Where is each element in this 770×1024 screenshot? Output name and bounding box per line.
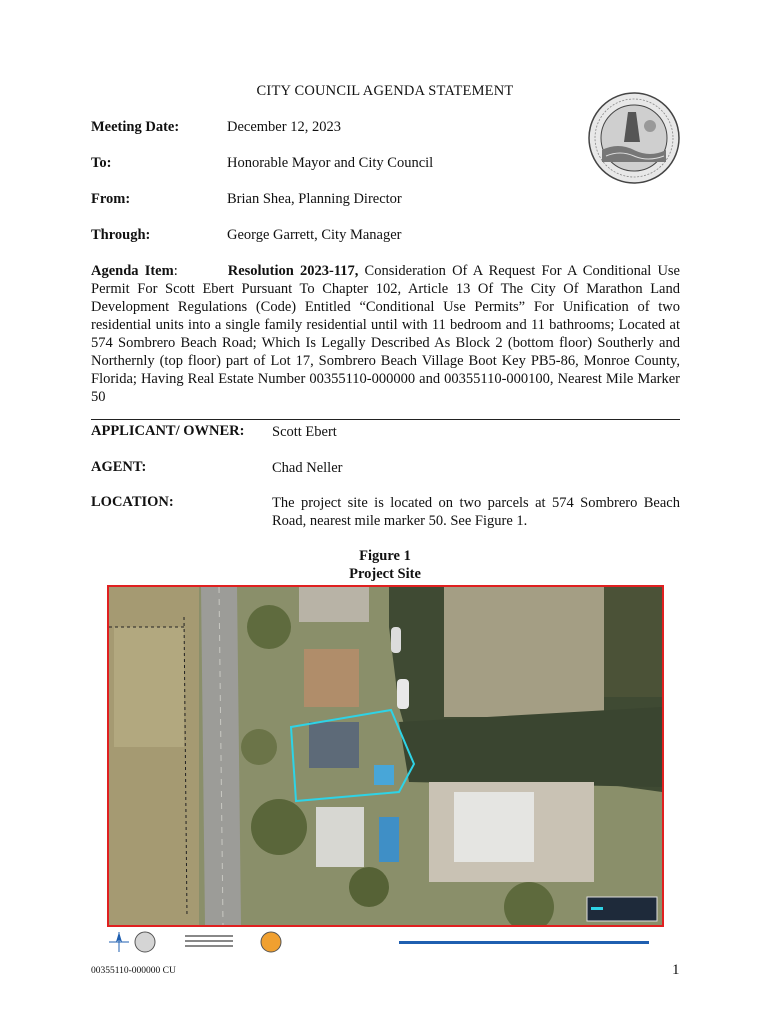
applicant-label: APPLICANT/ OWNER: (91, 423, 245, 439)
to-value: Honorable Mayor and City Council (227, 155, 434, 171)
location-value: The project site is located on two parcels at 574 Sombrero Beach Road, nearest mile marker 50. See Figure 1. (272, 495, 680, 529)
agenda-item-colon: : (173, 263, 178, 279)
applicant-value: Scott Ebert (272, 424, 337, 440)
agent-label: AGENT: (91, 459, 147, 475)
resolution-number: Resolution 2023-117, (227, 263, 359, 279)
figure-caption: Project Site (349, 566, 421, 582)
page-number: 1 (672, 962, 680, 978)
north-arrow-icon (109, 932, 129, 952)
meeting-date-value: December 12, 2023 (227, 119, 341, 135)
scale-bar (399, 941, 649, 944)
through-value: George Garrett, City Manager (227, 227, 402, 243)
agenda-item-label: Agenda Item (91, 263, 174, 279)
page-title: CITY COUNCIL AGENDA STATEMENT (256, 83, 514, 99)
meeting-date-label: Meeting Date: (91, 119, 180, 135)
logo-icon (261, 932, 281, 952)
agenda-item-text: Consideration Of A Request For A Conditional Use Permit For Scott Ebert Pursuant To Chapter 102, Article 13 Of The City Of Marathon Land Development Regulations (Code) Entitled “Conditional Use Permits” For Unification of two residential units into a single family residential until with 11 bedroom and 11 bathrooms; Located at 574 Sombrero Beach Road; Which Is Legally Described As Block 2 (bottom floor) Southerly and Northernly (top floor) part of Lot 17, Sombrero Beach Village Boot Key PB5-86, Monroe County, Florida; Having Real Estate Number 00355110-000000 and 00355110-000100, Nearest Mile Marker 50 (91, 263, 680, 405)
from-value: Brian Shea, Planning Director (227, 191, 402, 207)
aerial-map-image (109, 587, 662, 925)
figure-number: Figure 1 (359, 548, 411, 564)
agent-value: Chad Neller (272, 460, 343, 476)
document-id: 00355110-000000 CU (91, 966, 176, 976)
from-label: From: (91, 191, 131, 207)
agenda-item (91, 262, 680, 406)
section-divider (91, 419, 680, 420)
through-label: Through: (91, 227, 151, 243)
aerial-map (107, 585, 664, 927)
map-footer (107, 930, 664, 958)
to-label: To: (91, 155, 112, 171)
city-seal-icon (588, 92, 680, 184)
location-label: LOCATION: (91, 494, 174, 510)
seal-icon (135, 932, 155, 952)
